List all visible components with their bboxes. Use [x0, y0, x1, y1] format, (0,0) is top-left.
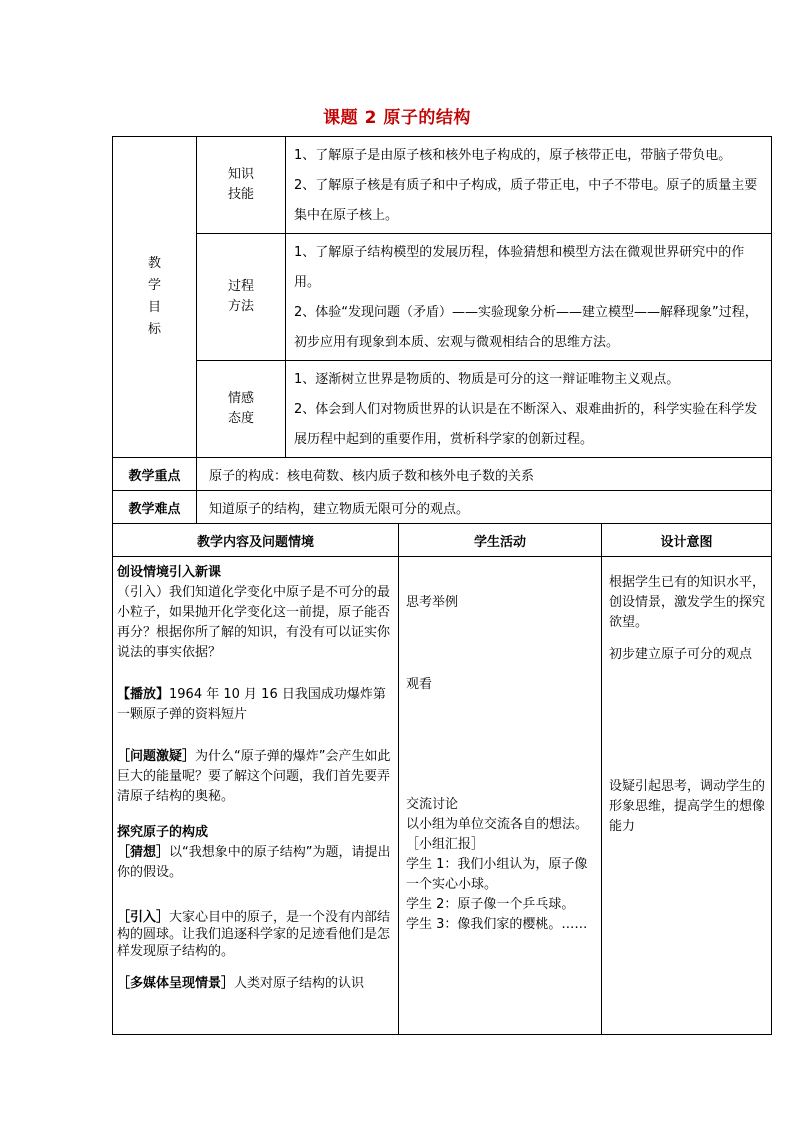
paragraph: （引入）我们知道化学变化中原子是不可分的最小粒子，如果抛开化学变化这一前提，原子能否再分？根据你所了解的知识，有没有可以证实你说法的事实依据？ — [117, 585, 391, 660]
objective-name: 情感 态度 — [197, 361, 286, 458]
intent-item: 初步建立原子可分的观点 — [609, 647, 753, 662]
objective-content: 1、了解原子是由原子核和核外电子构成的，原子核带正电，带脑子带负电。 2、了解原子核是有质子和中子构成，质子带正电，中子不带电。原子的质量主要集中在原子核上。 — [286, 137, 772, 234]
difficulty-label: 教学难点 — [113, 491, 197, 524]
section-heading: 创设情境引入新课 — [117, 565, 222, 580]
intent-cell — [602, 557, 772, 1035]
difficulty-text: 知道原子的结构，建立物质无限可分的观点。 — [197, 491, 772, 524]
objective-name: 过程 方法 — [197, 234, 286, 361]
content-row — [113, 557, 772, 1035]
activity-item: 学生 3：像我们家的樱桃。…… — [406, 917, 588, 932]
paragraph: ［引入］大家心目中的原子，是一个没有内部结构的圆球。让我们追逐科学家的足迹看他们是怎样发现原子结构的。 — [117, 910, 391, 959]
activity-item: 学生 1：我们小组认为，原子像一个实心小球。 — [406, 857, 588, 892]
column-header: 设计意图 — [602, 524, 772, 557]
section-heading: 探究原子的构成 — [117, 825, 209, 840]
objective-content: 1、逐渐树立世界是物质的、物质是可分的这一辩证唯物主义观点。 2、体会到人们对物质世界的认识是在不断深入、艰难曲折的，科学实验在科学发展历程中起到的重要作用，赏析科学家的创新过程。 — [286, 361, 772, 458]
activity-item: 以小组为单位交流各自的想法。 — [406, 817, 589, 832]
key-point-text: 原子的构成：核电荷数、核内质子数和核外电子数的关系 — [197, 458, 772, 491]
activity-item: 思考举例 — [406, 595, 459, 610]
activity-item: 交流讨论 — [406, 797, 459, 812]
activity-cell — [399, 557, 602, 1035]
content-cell — [113, 557, 399, 1035]
activity-item: 观看 — [406, 677, 433, 692]
paragraph: ［问题激疑］为什么“原子弹的爆炸”会产生如此巨大的能量呢？要了解这个问题，我们首先要弄清原子结构的奥秘。 — [117, 749, 391, 804]
objective-row-process — [113, 234, 772, 361]
activity-item: ［小组汇报］ — [406, 837, 485, 852]
objective-name: 知识 技能 — [197, 137, 286, 234]
key-point-row — [113, 458, 772, 491]
lesson-plan-table — [112, 136, 772, 1035]
objective-row-attitude — [113, 361, 772, 458]
paragraph: 【播放】1964 年 10 月 16 日我国成功爆炸第一颗原子弹的资料短片 — [117, 687, 386, 722]
difficulty-row — [113, 491, 772, 524]
intent-item: 设疑引起思考，调动学生的形象思维，提高学生的想像能力 — [609, 779, 766, 834]
objective-content: 1、了解原子结构模型的发展历程，体验猜想和模型方法在微观世界研究中的作用。 2、体验“发现问题（矛盾）——实验现象分析——建立模型——解释现象”过程，初步应用有现象到本质、宏观与微观相结合的思维方法。 — [286, 234, 772, 361]
activity-item: 学生 2：原子像一个乒乓球。 — [406, 897, 575, 912]
page-title: 课题 2 原子的结构 — [323, 108, 471, 128]
objectives-label: 教 学 目 标 — [113, 137, 197, 458]
paragraph: ［猜想］以“我想象中的原子结构”为题，请提出你的假设。 — [117, 845, 391, 880]
column-header: 教学内容及问题情境 — [113, 524, 399, 557]
column-header-row — [113, 524, 772, 557]
intent-item: 根据学生已有的知识水平，创设情景，激发学生的探究欲望。 — [609, 575, 766, 630]
key-point-label: 教学重点 — [113, 458, 197, 491]
paragraph: ［多媒体呈现情景］人类对原子结构的认识 — [117, 976, 365, 991]
column-header: 学生活动 — [399, 524, 602, 557]
objective-row-knowledge — [113, 137, 772, 234]
